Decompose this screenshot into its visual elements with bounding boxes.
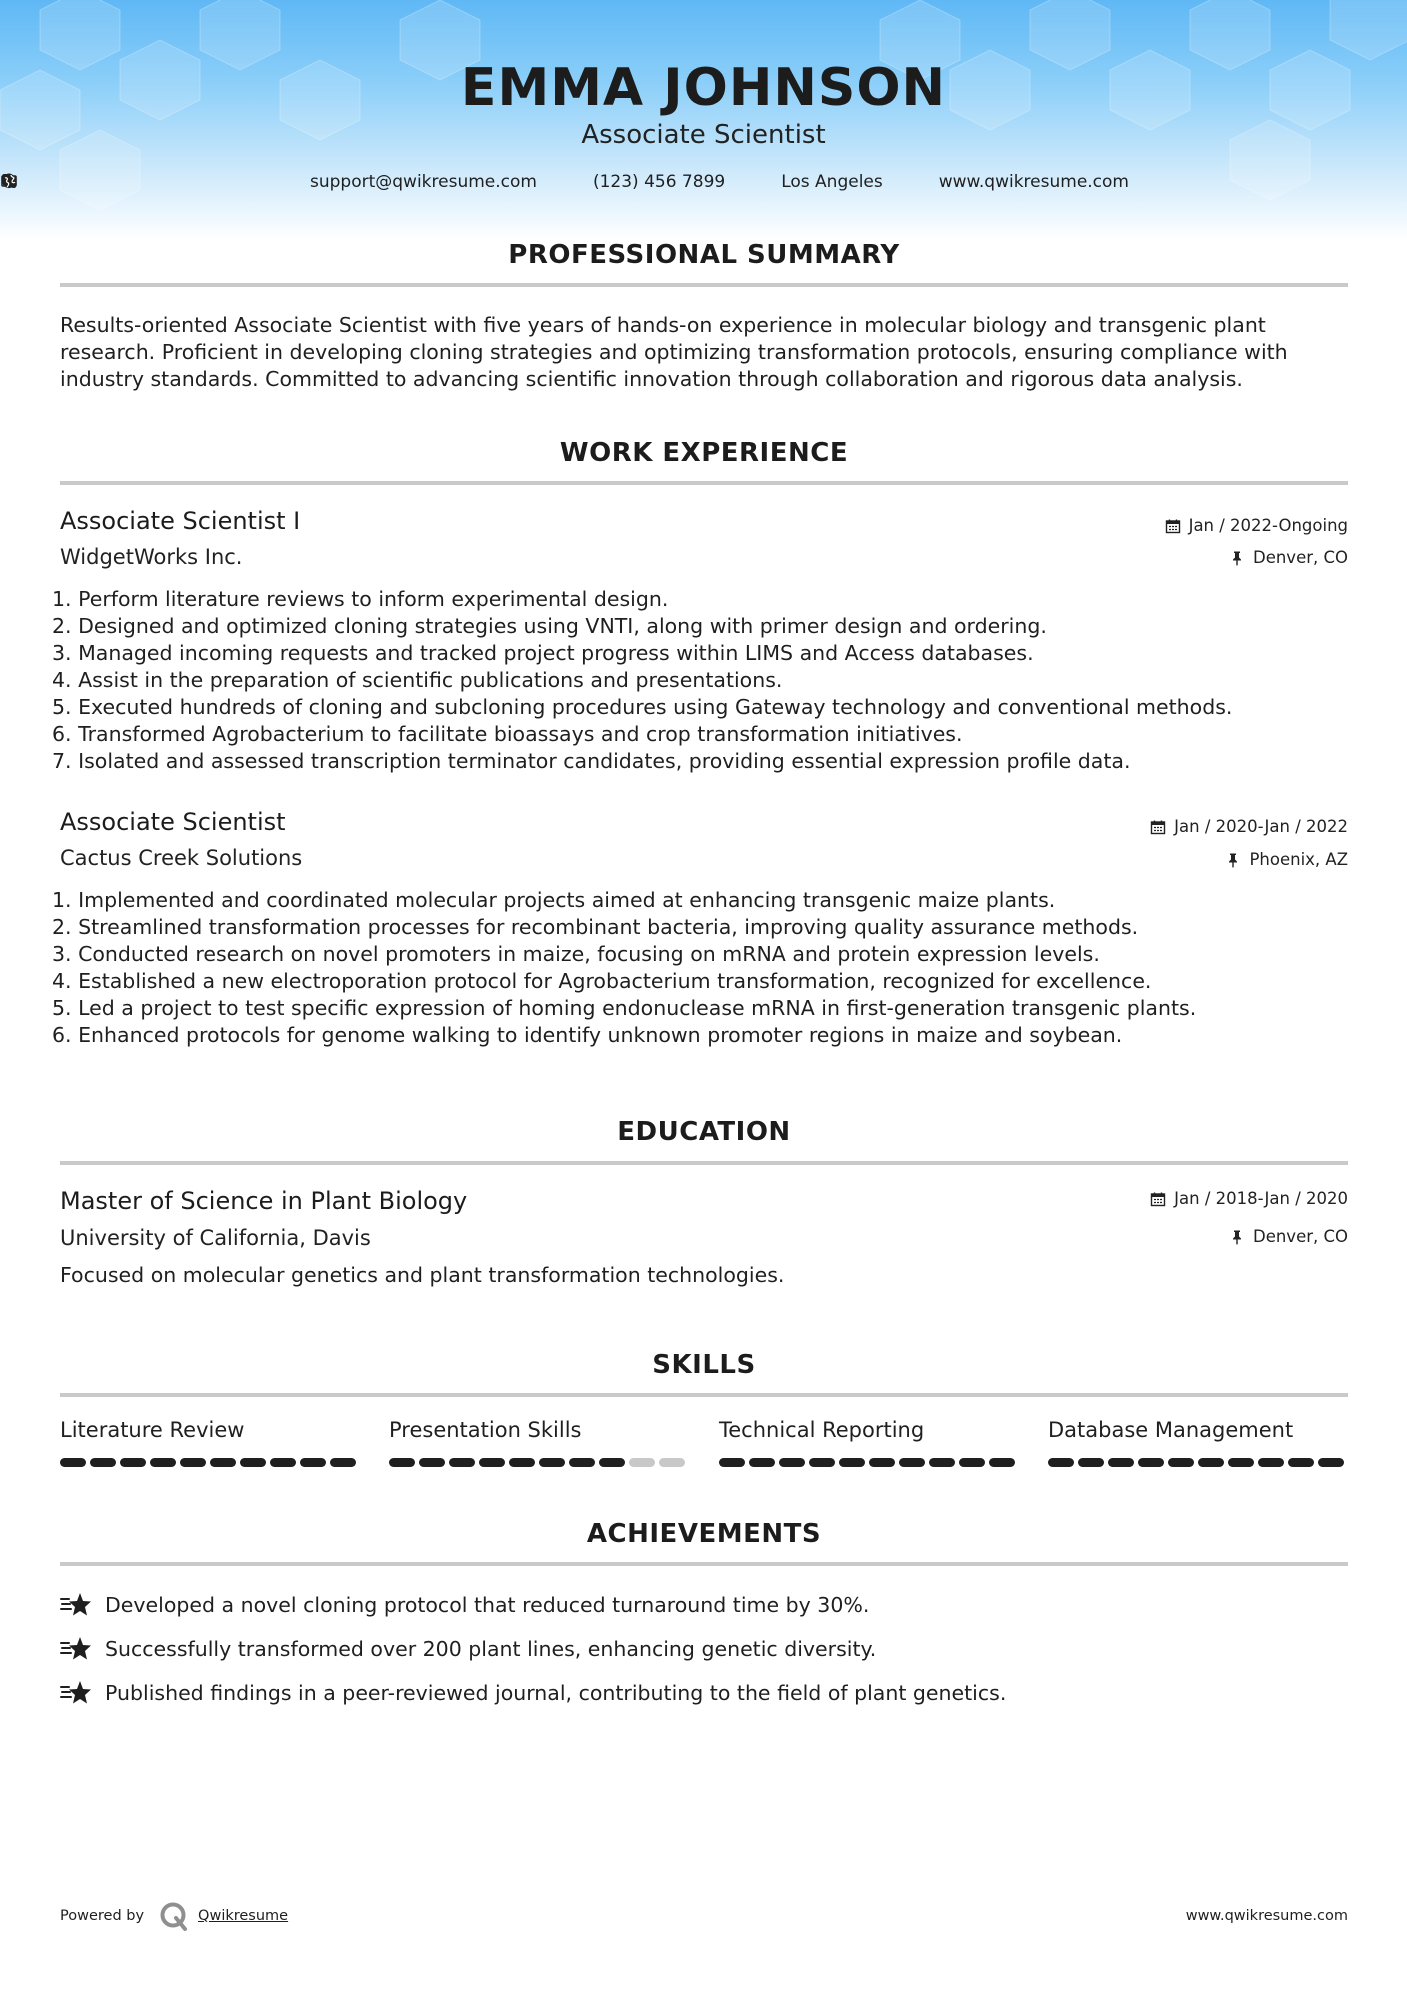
skills-divider	[60, 1393, 1348, 1397]
summary-divider	[60, 283, 1348, 287]
skill-name: Database Management	[1048, 1418, 1294, 1442]
skill-level-segment	[330, 1458, 356, 1467]
education-description: Focused on molecular genetics and plant transformation technologies.	[60, 1263, 785, 1287]
skill-item	[60, 1418, 360, 1467]
skill-item	[1048, 1418, 1348, 1467]
skill-level-segment	[449, 1458, 475, 1467]
job-location-text: Phoenix, AZ	[1249, 850, 1348, 869]
skill-level-segment	[839, 1458, 865, 1467]
skill-level-segment	[120, 1458, 146, 1467]
experience-divider	[60, 481, 1348, 485]
summary-line: industry standards. Committed to advancing scientific innovation through collaboration and rigorous data analysis.	[60, 367, 1243, 391]
skill-level-segment	[599, 1458, 625, 1467]
list-item: 4. Established a new electroporation protocol for Agrobacterium transformation, recognized for excellence.	[52, 969, 1152, 993]
skill-level-segment	[1108, 1458, 1134, 1467]
job-dates	[1165, 516, 1348, 535]
skill-item	[719, 1418, 1019, 1467]
achievement-item	[60, 1634, 876, 1664]
skill-level-segment	[659, 1458, 685, 1467]
skill-level-segment	[989, 1458, 1015, 1467]
list-item: 3. Conducted research on novel promoters in maize, focusing on mRNA and protein expression levels.	[52, 942, 1100, 966]
skill-level-segment	[809, 1458, 835, 1467]
summary-heading: PROFESSIONAL SUMMARY	[508, 240, 900, 270]
star-icon	[60, 1634, 92, 1664]
skill-level-segment	[60, 1458, 86, 1467]
list-item: 1. Perform literature reviews to inform experimental design.	[52, 587, 669, 611]
summary-line: Results-oriented Associate Scientist with five years of hands-on experience in molecular biology and transgenic plant	[60, 313, 1266, 337]
job-location	[1229, 548, 1348, 567]
powered-by-label: Powered by	[60, 1908, 145, 1924]
globe-icon	[907, 173, 925, 191]
skill-level-segment	[1288, 1458, 1314, 1467]
list-item: 4. Assist in the preparation of scientific publications and presentations.	[52, 668, 783, 692]
map-marker-icon	[749, 173, 767, 191]
qwikresume-link[interactable]: Qwikresume	[198, 1908, 289, 1924]
list-item: 3. Managed incoming requests and tracked project progress within LIMS and Access databases.	[52, 641, 1034, 665]
list-item: 6. Enhanced protocols for genome walking to identify unknown promoter regions in maize and soybean.	[52, 1023, 1123, 1047]
skill-level-segment	[569, 1458, 595, 1467]
footer	[60, 1898, 1348, 1934]
skill-level-segment	[150, 1458, 176, 1467]
summary-line: research. Proficient in developing cloning strategies and optimizing transformation protocols, ensuring compliance with	[60, 340, 1288, 364]
pushpin-icon	[1225, 852, 1241, 868]
contact-email[interactable]	[278, 172, 537, 192]
contact-website[interactable]	[907, 172, 1129, 192]
skill-level-segment	[1048, 1458, 1074, 1467]
skill-level-segment	[509, 1458, 535, 1467]
achievements-heading: ACHIEVEMENTS	[586, 1519, 822, 1549]
list-item: 5. Executed hundreds of cloning and subcloning procedures using Gateway technology and conventional methods.	[52, 695, 1233, 719]
skill-level-segment	[1078, 1458, 1104, 1467]
contact-row	[0, 172, 1407, 192]
job-title: Associate Scientist I	[60, 507, 301, 535]
education-location-text: Denver, CO	[1252, 1227, 1348, 1246]
skill-level-segment	[300, 1458, 326, 1467]
skill-level-segment	[419, 1458, 445, 1467]
skill-level-segment	[479, 1458, 505, 1467]
candidate-name: EMMA JOHNSON	[460, 58, 947, 118]
footer-website[interactable]: www.qwikresume.com	[1185, 1908, 1348, 1924]
education-dates-text: Jan / 2018-Jan / 2020	[1174, 1189, 1348, 1208]
skill-level-segment	[1198, 1458, 1224, 1467]
skill-level-segment	[749, 1458, 775, 1467]
candidate-role: Associate Scientist	[581, 120, 826, 150]
achievement-item	[60, 1590, 869, 1620]
skill-level-segment	[90, 1458, 116, 1467]
achievements-divider	[60, 1562, 1348, 1566]
list-item: 7. Isolated and assessed transcription terminator candidates, providing essential expression profile data.	[52, 749, 1131, 773]
education-divider	[60, 1161, 1348, 1165]
pushpin-icon	[1229, 1229, 1245, 1245]
skill-level-segment	[240, 1458, 266, 1467]
calendar-icon	[1165, 518, 1181, 534]
skill-level-segment	[1258, 1458, 1284, 1467]
skill-name: Technical Reporting	[719, 1418, 925, 1442]
skill-item	[389, 1418, 689, 1467]
education-degree: Master of Science in Plant Biology	[60, 1187, 468, 1215]
list-item: 2. Streamlined transformation processes for recombinant bacteria, improving quality assurance methods.	[52, 915, 1139, 939]
contact-website-text: www.qwikresume.com	[938, 172, 1129, 192]
skill-level-segment	[899, 1458, 925, 1467]
education-heading: EDUCATION	[617, 1117, 791, 1147]
job-company: WidgetWorks Inc.	[60, 545, 243, 569]
job-duties	[52, 887, 1352, 1049]
skill-level-bar	[60, 1458, 360, 1467]
achievement-text: Successfully transformed over 200 plant lines, enhancing genetic diversity.	[105, 1637, 877, 1661]
job-title: Associate Scientist	[60, 808, 286, 836]
skill-name: Presentation Skills	[389, 1418, 582, 1442]
list-item: 2. Designed and optimized cloning strategies using VNTI, along with primer design and ordering.	[52, 614, 1047, 638]
calendar-icon	[1150, 819, 1166, 835]
envelope-icon	[278, 173, 296, 191]
skill-level-segment	[389, 1458, 415, 1467]
achievement-text: Developed a novel cloning protocol that reduced turnaround time by 30%.	[105, 1593, 870, 1617]
contact-location	[749, 172, 883, 192]
skill-level-segment	[210, 1458, 236, 1467]
star-icon	[60, 1590, 92, 1620]
list-item: 5. Led a project to test specific expression of homing endonuclease mRNA in first-generation transgenic plants.	[52, 996, 1197, 1020]
skill-level-segment	[869, 1458, 895, 1467]
job-duties	[52, 586, 1352, 775]
skill-level-bar	[1048, 1458, 1348, 1467]
phone-icon	[561, 173, 579, 191]
contact-phone[interactable]	[561, 172, 725, 192]
skill-level-segment	[539, 1458, 565, 1467]
education-school: University of California, Davis	[60, 1226, 371, 1250]
contact-phone-text: (123) 456 7899	[592, 172, 726, 192]
contact-location-text: Los Angeles	[781, 172, 883, 192]
qwikresume-logo-icon	[158, 1900, 190, 1932]
job-dates-text: Jan / 2020-Jan / 2022	[1174, 817, 1348, 836]
footer-powered	[60, 1900, 288, 1932]
job-dates	[1150, 817, 1348, 836]
skills-heading: SKILLS	[652, 1350, 756, 1380]
achievement-text: Published findings in a peer-reviewed journal, contributing to the field of plant genetics.	[105, 1681, 1007, 1705]
calendar-icon	[1150, 1191, 1166, 1207]
skill-name: Literature Review	[60, 1418, 245, 1442]
achievement-item	[60, 1678, 1006, 1708]
header-banner	[0, 0, 1407, 240]
list-item: 1. Implemented and coordinated molecular projects aimed at enhancing transgenic maize plants.	[52, 888, 1056, 912]
job-location-text: Denver, CO	[1252, 548, 1348, 567]
job-company: Cactus Creek Solutions	[60, 846, 303, 870]
skill-level-segment	[929, 1458, 955, 1467]
skill-level-bar	[389, 1458, 689, 1467]
job-location	[1225, 850, 1348, 869]
job-dates-text: Jan / 2022-Ongoing	[1188, 516, 1348, 535]
education-location	[1229, 1227, 1348, 1246]
skill-level-bar	[719, 1458, 1019, 1467]
summary-text	[60, 312, 1350, 393]
star-icon	[60, 1678, 92, 1708]
education-dates	[1150, 1189, 1348, 1208]
skill-level-segment	[959, 1458, 985, 1467]
contact-email-text: support@qwikresume.com	[310, 172, 537, 192]
skill-level-segment	[1168, 1458, 1194, 1467]
skill-level-segment	[1228, 1458, 1254, 1467]
skill-level-segment	[629, 1458, 655, 1467]
skill-level-segment	[1318, 1458, 1344, 1467]
experience-heading: WORK EXPERIENCE	[559, 438, 849, 468]
pushpin-icon	[1229, 550, 1245, 566]
skill-level-segment	[779, 1458, 805, 1467]
skill-level-segment	[719, 1458, 745, 1467]
skill-level-segment	[270, 1458, 296, 1467]
skill-level-segment	[180, 1458, 206, 1467]
list-item: 6. Transformed Agrobacterium to facilitate bioassays and crop transformation initiatives.	[52, 722, 963, 746]
skill-level-segment	[1138, 1458, 1164, 1467]
